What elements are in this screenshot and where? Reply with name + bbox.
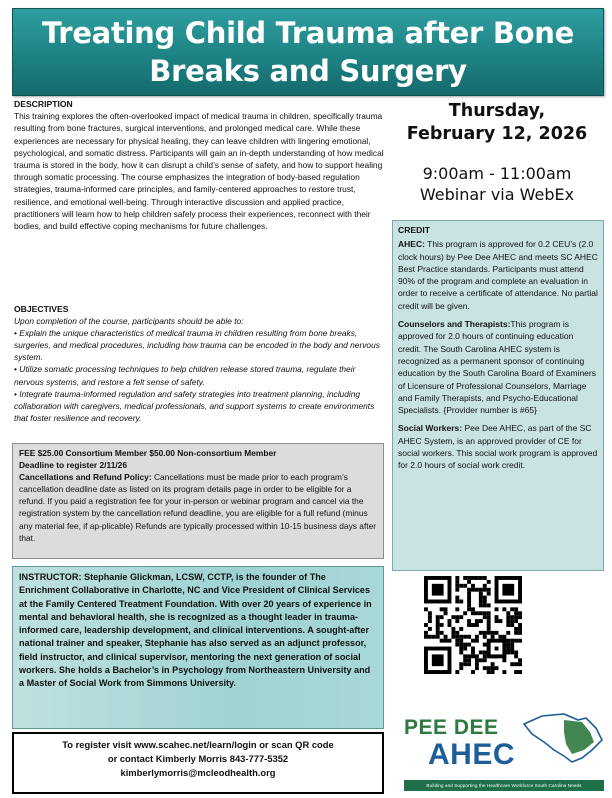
register-box <box>12 732 384 794</box>
south-carolina-map-icon <box>520 710 606 766</box>
refund-policy-text: Cancellations must be made prior to each program’s cancellation deadline date as listed on its program details page in order to be eligible for a refund. If you paid a registration fee for your in-person or webinar program and cancel via the registration system by the cancellation refund deadline, you are eligible for a full refund (minus any material fee, if ap-plicable) Refunds are typically processed within 10-15 business days after that. <box>19 472 377 543</box>
description-heading: DESCRIPTION <box>14 99 73 109</box>
register-email[interactable]: kimberlymorris@mcleodhealth.org <box>120 767 276 778</box>
event-time-block <box>392 163 602 205</box>
description-text: This training explores the often-overlooked impact of medical trauma in children, specifically trauma resulting from bone fractures, surgical interventions, and prolonged medical care. While these experiences are necessary for physical healing, they can leave children with lingering emotional, psychological, and somatic distress. Participants will gain an in-depth understanding of how medical trauma is stored in the body, how it can disrupt a child’s sense of safety, and how to support healing through somatic processing. The course emphasizes the integration of body-based regulation strategies, trauma-informed care principles, and family-centered approaches to restore trust, resilience, and emotional well-being. Through interactive discussion and applied practice, practitioners will learn how to help children safely process their experiences, reconnect with their bodies, and build effective coping mechanisms for future challenges. <box>14 111 384 232</box>
credit-social <box>398 422 598 471</box>
instructor-bio: INSTRUCTOR: Stephanie Glickman, LCSW, CCTP, is the founder of The Enrichment Collaborative in Charlotte, NC and Vice President of Clinical Services at the Family Centered Treatment Foundation. With over 20 years of experience in mental and behavioral health, she is recognized as a thought leader in trauma-informed care, leadership development, and clinical interventions. A sought-after national trainer and speaker, Stephanie has also served as an adjunct professor, field instructor, and clinical supervisor, mentoring the next generation of social workers. She holds a Bachelor’s in Psychology from Northeastern University and a Master of Social Work from Simmons University. <box>19 572 372 689</box>
credit-counselors-label: Counselors and Therapists: <box>398 319 511 330</box>
qr-code-icon <box>424 576 522 674</box>
event-format: Webinar via WebEx <box>419 185 575 204</box>
credit-ahec-label: AHEC: <box>398 239 425 250</box>
objectives-intro: Upon completion of the course, participants should be able to: <box>14 316 244 327</box>
register-line-2: or contact Kimberly Morris 843-777-5352 <box>107 753 289 764</box>
credit-counselors <box>398 318 598 416</box>
description-section <box>14 98 384 232</box>
pee-dee-ahec-logo <box>402 708 610 794</box>
objective-item: • Integrate trauma-informed regulation and safety strategies into treatment planning, including collaboration with caregivers, medical professionals, and support systems to create environments that foster resilience and recovery. <box>14 388 375 423</box>
register-line-1[interactable]: To register visit www.scahec.net/learn/login or scan QR code <box>62 739 334 750</box>
logo-tagline: Building and Supporting the Healthcare Workforce South Carolina Needs <box>404 780 604 791</box>
title-banner <box>12 8 604 96</box>
objective-item: • Explain the unique characteristics of medical trauma in children resulting from bone breaks, surgeries, and medical procedures, including how trauma can be encoded in the body and nervous system. <box>14 328 380 363</box>
credit-heading: CREDIT <box>398 225 430 235</box>
credit-social-text: Pee Dee AHEC, as part of the SC AHEC System, is an approved provider of CE for social workers. This social work program is approved for 2.0 hours of social work credit. <box>398 423 598 471</box>
registration-qr-code[interactable] <box>424 576 522 674</box>
instructor-box <box>12 566 384 729</box>
objective-item: • Utilize somatic processing techniques to help children release stored trauma, regulate their nervous systems, and restore a felt sense of safety. <box>14 364 356 387</box>
refund-policy-label: Cancellations and Refund Policy: <box>19 472 152 483</box>
event-date-block <box>392 100 602 146</box>
objectives-list <box>14 327 386 424</box>
credit-social-label: Social Workers: <box>398 423 463 434</box>
refund-policy <box>19 471 377 544</box>
logo-text-pee-dee: PEE DEE <box>404 716 499 739</box>
objectives-heading: OBJECTIVES <box>14 304 69 314</box>
credit-ahec <box>398 238 598 312</box>
objectives-section <box>14 303 386 424</box>
fee-line: FEE $25.00 Consortium Member $50.00 Non-consortium Member <box>19 448 277 458</box>
event-day: Thursday, <box>448 101 546 121</box>
title-line-2: Breaks and Surgery <box>149 54 467 88</box>
page-title <box>42 14 574 90</box>
credit-box <box>392 220 604 571</box>
credit-counselors-text: This program is approved for 2.0 hours of continuing education credit. The South Carolina AHEC system is recognized as a permanent sponsor of continuing education by the South Carolina Board of Examiners of Licensure of Professional Counselors, Marriage and Family Therapists, and Psycho-Educational Specialists. {Provider number is #65} <box>398 319 596 416</box>
event-time: 9:00am - 11:00am <box>422 164 572 183</box>
logo-text-ahec: AHEC <box>428 738 516 771</box>
event-info <box>392 98 602 205</box>
event-date: February 12, 2026 <box>406 124 588 144</box>
credit-ahec-text: This program is approved for 0.2 CEU’s (2.0 clock hours) by Pee Dee AHEC and meets SC AHEC Best Practice standards. Participants must attend 90% of the program and complete an evaluation in order to receive a certificate of attendance. No partial credit will be given. <box>398 239 598 311</box>
fee-deadline: Deadline to register 2/11/26 <box>19 460 127 471</box>
title-line-1: Treating Child Trauma after Bone <box>42 16 574 50</box>
fee-box <box>12 443 384 559</box>
